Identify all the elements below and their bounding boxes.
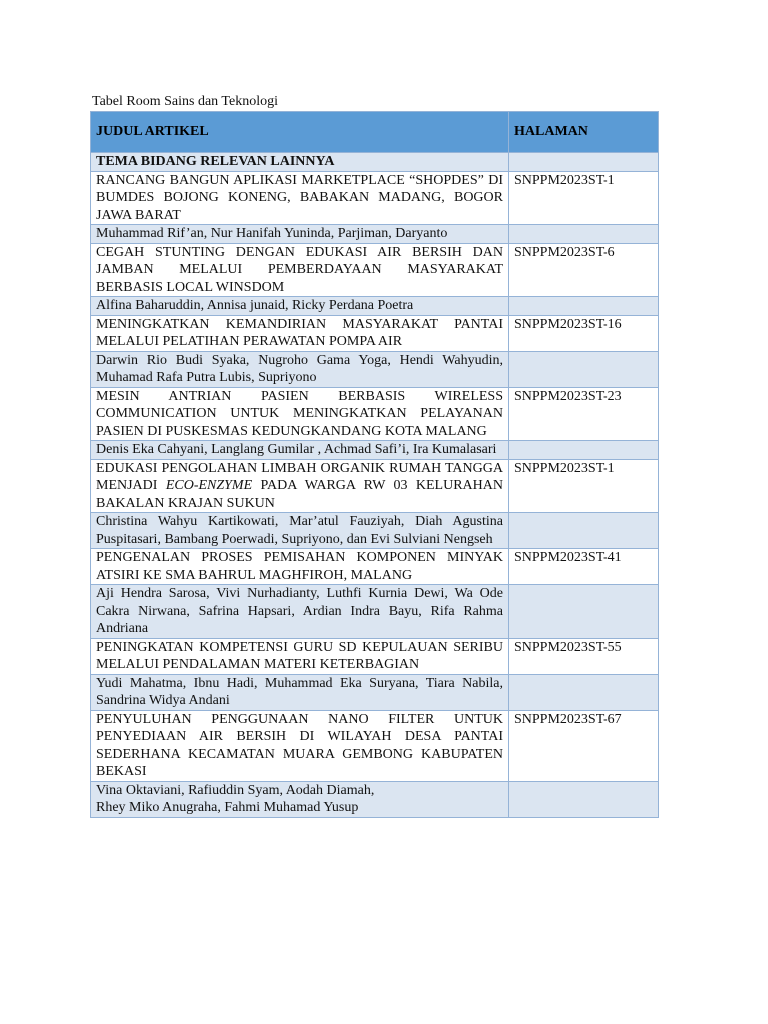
empty-cell (509, 513, 659, 549)
header-judul-artikel: JUDUL ARTIKEL (91, 112, 509, 153)
table-row (91, 243, 659, 297)
article-page: SNPPM2023ST-1 (509, 171, 659, 225)
empty-cell (509, 351, 659, 387)
article-title: RANCANG BANGUN APLIKASI MARKETPLACE “SHOPDES” DI BUMDES BOJONG KONENG, BABAKAN MADANG, BOGOR JAWA BARAT (91, 171, 509, 225)
header-halaman: HALAMAN (509, 112, 659, 153)
table-row (91, 225, 659, 244)
table-row (91, 710, 659, 781)
section-row (91, 153, 659, 172)
article-page: SNPPM2023ST-16 (509, 315, 659, 351)
table-caption: Tabel Room Sains dan Teknologi (92, 94, 278, 109)
empty-cell (509, 297, 659, 316)
article-authors: Darwin Rio Budi Syaka, Nugroho Gama Yoga, Hendi Wahyudin, Muhamad Rafa Putra Lubis, Supriyono (91, 351, 509, 387)
article-authors: Denis Eka Cahyani, Langlang Gumilar , Achmad Safi’i, Ira Kumalasari (91, 441, 509, 460)
article-title (91, 459, 509, 513)
empty-cell (509, 674, 659, 710)
article-authors: Christina Wahyu Kartikowati, Mar’atul Fauziyah, Diah Agustina Puspitasari, Bambang Poerwadi, Supriyono, dan Evi Sulviani Nengseh (91, 513, 509, 549)
article-page: SNPPM2023ST-55 (509, 638, 659, 674)
empty-cell (509, 153, 659, 172)
table-row (91, 171, 659, 225)
title-part: PADA WARGA RW 03 KELURAHAN BAKALAN KRAJAN SUKUN (96, 478, 503, 511)
articles-table (90, 111, 659, 818)
article-page: SNPPM2023ST-23 (509, 387, 659, 441)
table-row (91, 585, 659, 639)
article-page: SNPPM2023ST-1 (509, 459, 659, 513)
empty-cell (509, 781, 659, 817)
table-row (91, 387, 659, 441)
article-title: PENINGKATAN KOMPETENSI GURU SD KEPULAUAN SERIBU MELALUI PENDALAMAN MATERI KETERBAGIAN (91, 638, 509, 674)
table-row (91, 459, 659, 513)
article-title: MESIN ANTRIAN PASIEN BERBASIS WIRELESS COMMUNICATION UNTUK MENINGKATKAN PELAYANAN PASIEN DI PUSKESMAS KEDUNGKANDANG KOTA MALANG (91, 387, 509, 441)
article-authors: Alfina Baharuddin, Annisa junaid, Ricky Perdana Poetra (91, 297, 509, 316)
table-row (91, 297, 659, 316)
title-part: EDUKASI PENGOLAHAN LIMBAH ORGANIK RUMAH TANGGA MENJADI (96, 460, 503, 493)
article-page: SNPPM2023ST-6 (509, 243, 659, 297)
table-row (91, 441, 659, 460)
article-authors: Aji Hendra Sarosa, Vivi Nurhadianty, Luthfi Kurnia Dewi, Wa Ode Cakra Nirwana, Safrina Hapsari, Ardian Indra Bayu, Rifa Rahma Andriana (91, 585, 509, 639)
table-row (91, 781, 659, 817)
authors-line: Vina Oktaviani, Rafiuddin Syam, Aodah Diamah, (96, 782, 375, 798)
article-authors: Yudi Mahatma, Ibnu Hadi, Muhammad Eka Suryana, Tiara Nabila, Sandrina Widya Andani (91, 674, 509, 710)
section-title: TEMA BIDANG RELEVAN LAINNYA (91, 153, 509, 172)
table-row (91, 674, 659, 710)
article-authors (91, 781, 509, 817)
table-row (91, 315, 659, 351)
table-header-row (91, 112, 659, 153)
article-title: CEGAH STUNTING DENGAN EDUKASI AIR BERSIH DAN JAMBAN MELALUI PEMBERDAYAAN MASYARAKAT BERBASIS LOCAL WINSDOM (91, 243, 509, 297)
table-row (91, 638, 659, 674)
empty-cell (509, 441, 659, 460)
empty-cell (509, 585, 659, 639)
title-italic-part: ECO-ENZYME (165, 478, 253, 493)
empty-cell (509, 225, 659, 244)
article-authors: Muhammad Rif’an, Nur Hanifah Yuninda, Parjiman, Daryanto (91, 225, 509, 244)
article-title: PENGENALAN PROSES PEMISAHAN KOMPONEN MINYAK ATSIRI KE SMA BAHRUL MAGHFIROH, MALANG (91, 549, 509, 585)
article-title: PENYULUHAN PENGGUNAAN NANO FILTER UNTUK PENYEDIAAN AIR BERSIH DI WILAYAH DESA PANTAI SEDERHANA KECAMATAN MUARA GEMBONG KABUPATEN BEKASI (91, 710, 509, 781)
table-row (91, 351, 659, 387)
table-row (91, 549, 659, 585)
table-row (91, 513, 659, 549)
article-page: SNPPM2023ST-67 (509, 710, 659, 781)
article-title: MENINGKATKAN KEMANDIRIAN MASYARAKAT PANTAI MELALUI PELATIHAN PERAWATAN POMPA AIR (91, 315, 509, 351)
article-page: SNPPM2023ST-41 (509, 549, 659, 585)
authors-line: Rhey Miko Anugraha, Fahmi Muhamad Yusup (96, 800, 359, 815)
